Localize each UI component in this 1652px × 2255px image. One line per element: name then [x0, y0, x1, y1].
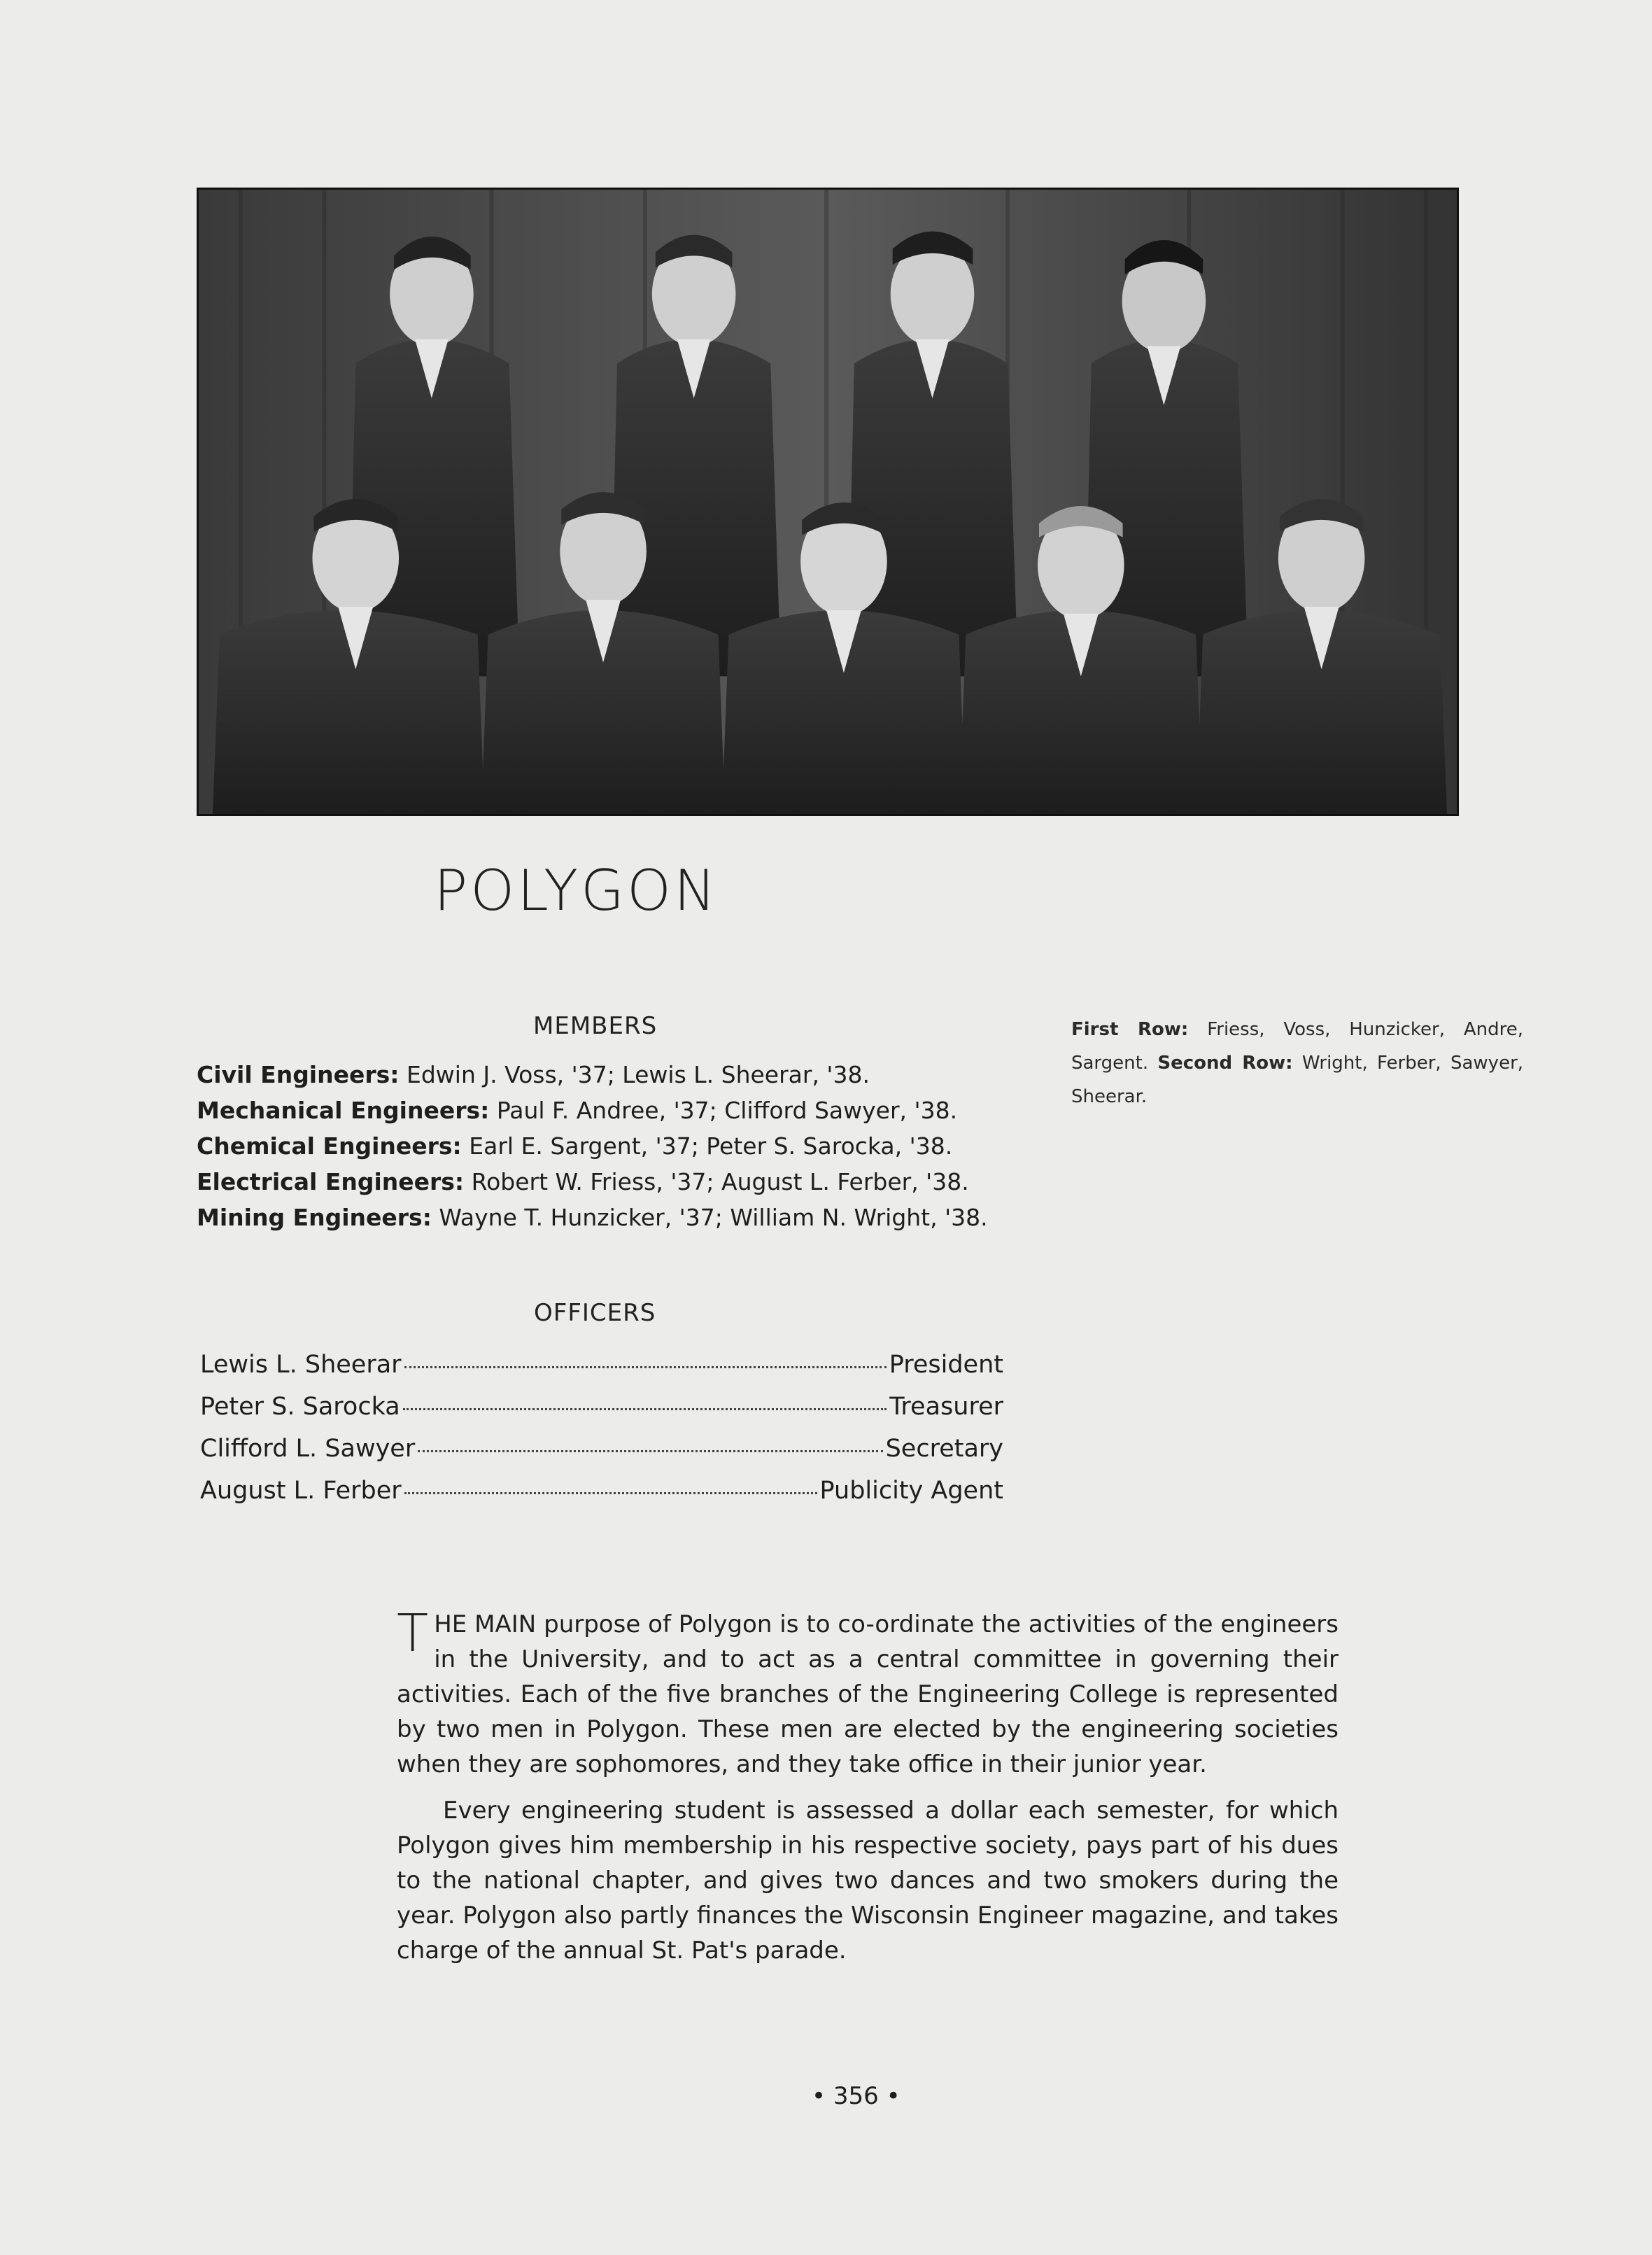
group-photograph — [197, 188, 1459, 816]
paragraph-text: HE MAIN purpose of Polygon is to co-ordinate the activities of the engineers in the University, and to act as a central committee in governing their activities. Each of the five branches of the Engineering College is represented by two men in Polygon. These men are elected by the engineering societies when they are sophomores, and they take office in their junior year. — [397, 1610, 1339, 1778]
officer-row — [200, 1428, 1003, 1470]
caption-first-row-label: First Row: — [1071, 1019, 1189, 1040]
members-heading: MEMBERS — [533, 1012, 658, 1040]
leader-dots — [404, 1366, 887, 1368]
member-group — [197, 1057, 1001, 1093]
member-group — [197, 1164, 1001, 1200]
member-group — [197, 1093, 1001, 1128]
officer-name: August L. Ferber — [200, 1477, 402, 1505]
leader-dots — [403, 1408, 887, 1410]
officer-row — [200, 1344, 1003, 1386]
drop-cap: T — [397, 1603, 429, 1664]
officer-role: Publicity Agent — [819, 1477, 1003, 1505]
officers-list — [200, 1344, 1003, 1512]
caption-first-row-names: Friess, Voss, Hunzicker, Andre, Sargent. — [1071, 1019, 1524, 1074]
page-number: • 356 • — [812, 2082, 901, 2110]
member-group-label: Chemical Engineers: — [197, 1132, 462, 1160]
officer-row — [200, 1470, 1003, 1512]
officer-role: Treasurer — [889, 1393, 1003, 1421]
member-group-label: Mechanical Engineers: — [197, 1097, 490, 1124]
member-group-names: Earl E. Sargent, '37; Peter S. Sarocka, '38. — [469, 1132, 953, 1160]
group-photo-illustration — [199, 190, 1457, 814]
officers-heading: OFFICERS — [534, 1299, 656, 1327]
officer-role: President — [889, 1351, 1003, 1379]
leader-dots — [418, 1450, 882, 1452]
member-group-label: Electrical Engineers: — [197, 1168, 465, 1195]
member-group-names: Edwin J. Voss, '37; Lewis L. Sheerar, '38. — [407, 1061, 870, 1088]
member-group-label: Mining Engineers: — [197, 1204, 432, 1231]
page-title: POLYGON — [434, 858, 719, 923]
officer-name: Clifford L. Sawyer — [200, 1435, 416, 1463]
photo-caption — [1071, 1013, 1523, 1114]
member-group-label: Civil Engineers: — [197, 1061, 400, 1088]
body-paragraph-2: Every engineering student is assessed a dollar each semester, for which Polygon gives him membership in his respective society, pays part of his dues to the national chapter, and gives two dances and two smokers during the year. Polygon also partly finances the Wisconsin Engineer magazine, and takes charge of the annual St. Pat's parade. — [397, 1797, 1339, 1965]
member-group — [197, 1128, 1001, 1164]
officer-role: Secretary — [885, 1435, 1003, 1463]
officer-name: Peter S. Sarocka — [200, 1393, 400, 1421]
member-group-names: Robert W. Friess, '37; August L. Ferber, '38. — [471, 1168, 969, 1195]
body-text — [397, 1603, 1339, 1979]
leader-dots — [404, 1492, 817, 1494]
officer-name: Lewis L. Sheerar — [200, 1351, 402, 1379]
officer-row — [200, 1386, 1003, 1428]
members-list — [197, 1057, 1001, 1235]
caption-second-row-label: Second Row: — [1157, 1053, 1293, 1074]
member-group-names: Wayne T. Hunzicker, '37; William N. Wright, '38. — [439, 1204, 988, 1231]
member-group-names: Paul F. Andree, '37; Clifford Sawyer, '38. — [496, 1097, 958, 1124]
body-paragraph-1 — [397, 1603, 1339, 1782]
caption-second-row-names: Wright, Ferber, Sawyer, Sheerar. — [1071, 1053, 1524, 1107]
member-group — [197, 1200, 1001, 1235]
